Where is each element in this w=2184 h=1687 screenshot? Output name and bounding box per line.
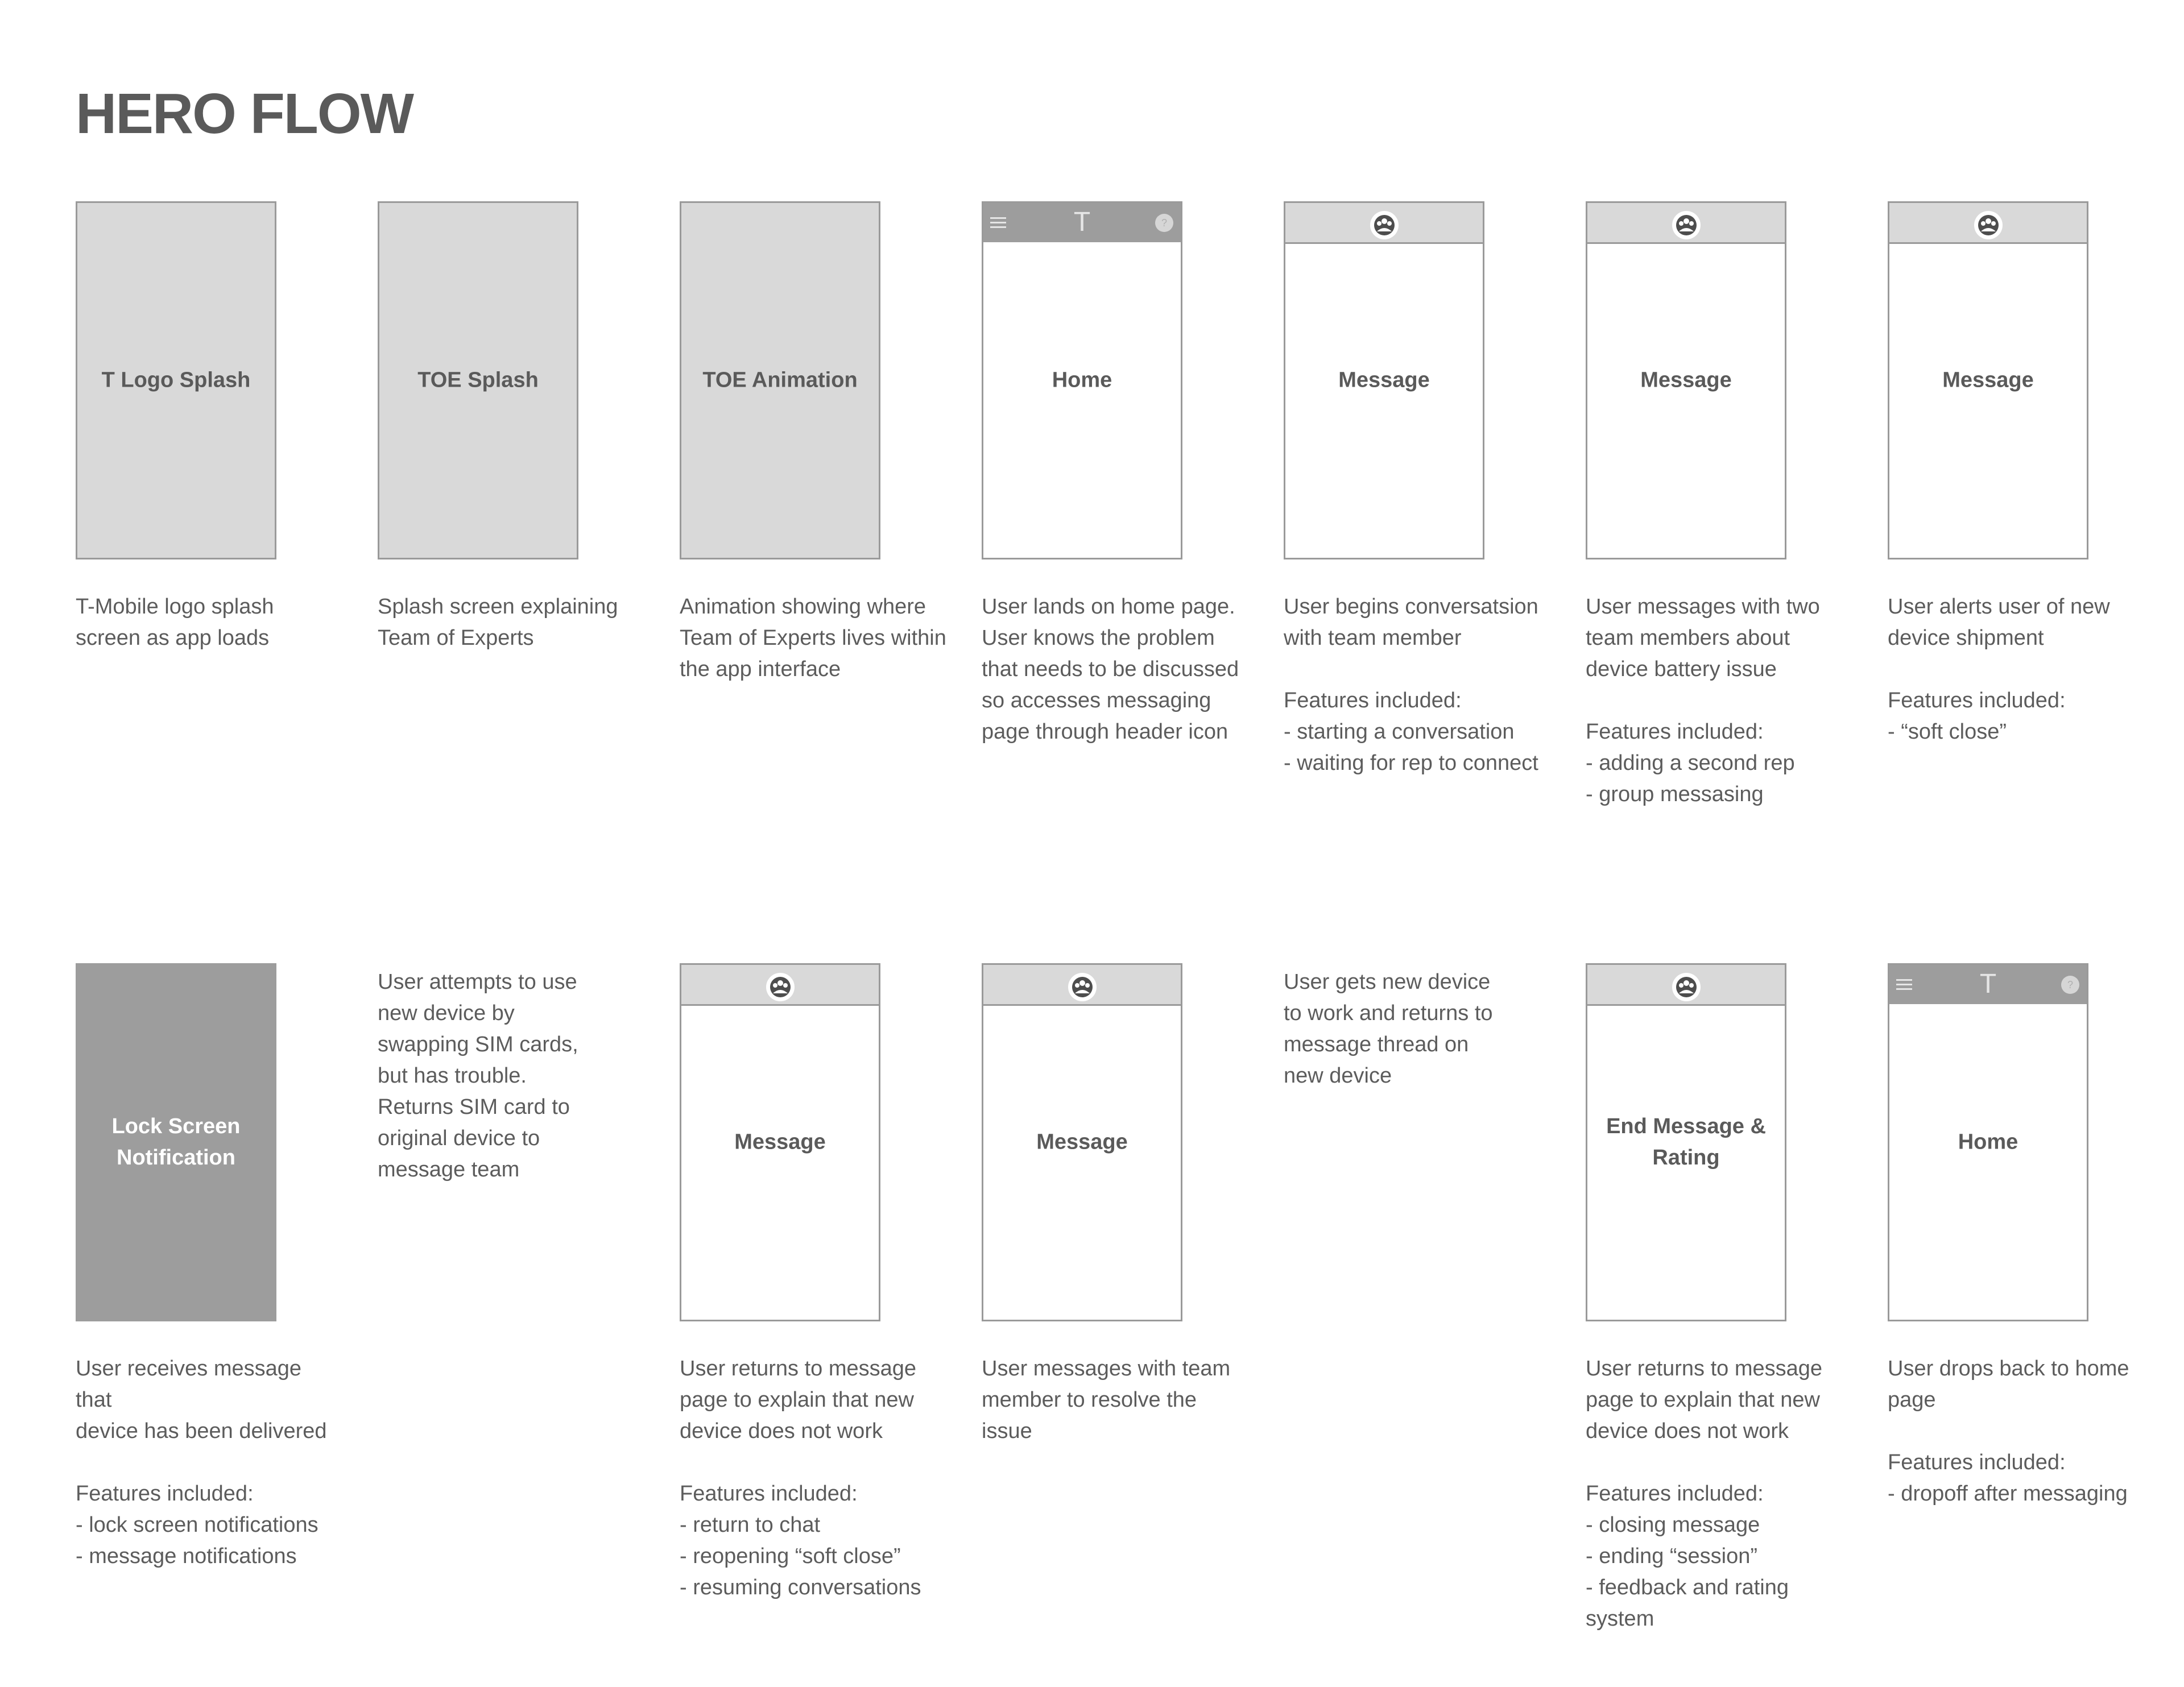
desc-line: Features included: (1888, 1450, 2066, 1474)
desc-line: new device by (378, 1001, 515, 1025)
screen-description (76, 1353, 343, 1572)
desc-line: Splash screen explaining (378, 595, 618, 619)
desc-line: - dropoff after messaging (1888, 1482, 2128, 1506)
desc-line: Animation showing where (680, 595, 926, 619)
screen-label: Message (1640, 368, 1732, 392)
screen-message (1888, 201, 2088, 559)
desc-line: that needs to be discussed (982, 657, 1239, 681)
screen-description (1888, 1353, 2155, 1510)
team-icon (1369, 210, 1400, 241)
desc-line: so accesses messaging (982, 689, 1211, 712)
desc-line: User returns to message (1586, 1357, 1823, 1381)
desc-line: User begins conversatsion (1284, 595, 1538, 619)
message-header (681, 965, 879, 1006)
screen-home (1888, 963, 2088, 1321)
desc-line: Features included: (1586, 720, 1764, 744)
desc-line: to work and returns to (1284, 1001, 1493, 1025)
desc-line: - feedback and rating (1586, 1576, 1789, 1599)
desc-line: User attempts to use (378, 970, 577, 994)
help-icon (2061, 975, 2080, 994)
message-header (983, 965, 1181, 1006)
team-icon (1067, 972, 1098, 1002)
menu-icon (1896, 979, 1912, 991)
desc-line: swapping SIM cards, (378, 1033, 578, 1056)
desc-line: device shipment (1888, 626, 2044, 650)
desc-line: but has trouble. (378, 1064, 527, 1088)
desc-line: Features included: (1284, 689, 1462, 712)
screen-toe-splash (378, 201, 578, 559)
screen-description (1586, 1353, 1853, 1635)
desc-line: User messages with team (982, 1357, 1231, 1381)
message-header (1587, 965, 1785, 1006)
page-title: HERO FLOW (76, 82, 413, 146)
desc-line: - lock screen notifications (76, 1513, 318, 1537)
menu-icon (990, 217, 1006, 229)
desc-line: - ending “session” (1586, 1544, 1758, 1568)
screen-label: T Logo Splash (101, 368, 251, 392)
desc-line: device does not work (1586, 1419, 1789, 1443)
desc-line: - message notifications (76, 1544, 297, 1568)
team-icon (1671, 972, 1702, 1002)
t-logo-icon: T (1979, 969, 1997, 999)
desc-gap (1888, 654, 2155, 685)
step-description (1284, 967, 1551, 1092)
screen-toe-animation (680, 201, 880, 559)
home-header (1889, 965, 2087, 1004)
screen-description (378, 591, 645, 654)
help-icon (1155, 213, 1174, 233)
desc-line: Features included: (1888, 689, 2066, 712)
desc-line: - closing message (1586, 1513, 1760, 1537)
step-description (378, 967, 645, 1186)
desc-line: User drops back to home (1888, 1357, 2129, 1381)
desc-line: - starting a conversation (1284, 720, 1515, 744)
desc-line: User lands on home page. (982, 595, 1235, 619)
screen-label: Message (1338, 368, 1430, 392)
desc-line: T-Mobile logo splash (76, 595, 274, 619)
screen-description (1586, 591, 1853, 810)
screen-label: Message (1942, 368, 2034, 392)
screen-label: TOE Splash (417, 368, 539, 392)
message-header (1285, 203, 1483, 244)
screen-end-message-rating (1586, 963, 1786, 1321)
desc-line: User messages with two (1586, 595, 1820, 619)
desc-gap (1888, 1416, 2155, 1447)
screen-message (680, 963, 880, 1321)
desc-line: - adding a second rep (1586, 751, 1795, 775)
desc-line: User knows the problem (982, 626, 1215, 650)
screen-label: TOE Animation (702, 368, 858, 392)
desc-gap (1586, 685, 1853, 716)
desc-line: Returns SIM card to (378, 1095, 570, 1119)
desc-line: - group messasing (1586, 782, 1764, 806)
desc-line: with team member (1284, 626, 1462, 650)
desc-gap (1586, 1447, 1853, 1478)
desc-line: message thread on (1284, 1033, 1469, 1056)
screen-lock-screen-notification (76, 963, 276, 1321)
team-icon (1973, 210, 2004, 241)
screen-description (982, 1353, 1249, 1447)
message-header (1587, 203, 1785, 244)
desc-line: - resuming conversations (680, 1576, 921, 1599)
desc-line: Team of Experts (378, 626, 534, 650)
desc-line: new device (1284, 1064, 1392, 1088)
screen-label: Home (1052, 368, 1112, 392)
desc-gap (76, 1447, 343, 1478)
desc-line: - reopening “soft close” (680, 1544, 901, 1568)
desc-line: page through header icon (982, 720, 1228, 744)
desc-line: system (1586, 1607, 1654, 1631)
screen-t-logo-splash (76, 201, 276, 559)
screen-home (982, 201, 1182, 559)
desc-line: screen as app loads (76, 626, 270, 650)
screen-message (1284, 201, 1484, 559)
t-logo-icon: T (1073, 207, 1091, 237)
team-icon (765, 972, 796, 1002)
message-header (1889, 203, 2087, 244)
screen-description (680, 1353, 947, 1603)
screen-label: Lock Screen Notification (111, 1114, 241, 1170)
desc-line: device does not work (680, 1419, 883, 1443)
desc-gap (680, 1447, 947, 1478)
desc-line: User gets new device (1284, 970, 1491, 994)
screen-description (680, 591, 947, 685)
screen-label: Home (1958, 1130, 2018, 1154)
screen-label: End Message & Rating (1606, 1114, 1766, 1170)
desc-line: message team (378, 1158, 520, 1182)
home-header (983, 203, 1181, 242)
desc-line: original device to (378, 1126, 540, 1150)
desc-line: Team of Experts lives within (680, 626, 946, 650)
desc-line: User alerts user of new (1888, 595, 2110, 619)
desc-line: page to explain that new (1586, 1388, 1820, 1412)
desc-line: team members about (1586, 626, 1790, 650)
desc-line: User returns to message (680, 1357, 917, 1381)
screen-label: Message (1036, 1130, 1128, 1154)
desc-line: - “soft close” (1888, 720, 2007, 744)
desc-gap (1284, 654, 1551, 685)
screen-message (982, 963, 1182, 1321)
desc-line: Features included: (680, 1482, 858, 1506)
desc-line: the app interface (680, 657, 841, 681)
desc-line: device has been delivered (76, 1419, 327, 1443)
screen-description (76, 591, 343, 654)
desc-line: - waiting for rep to connect (1284, 751, 1538, 775)
desc-line: page to explain that new (680, 1388, 914, 1412)
screen-message (1586, 201, 1786, 559)
screen-description (1284, 591, 1551, 779)
desc-line: Features included: (76, 1482, 254, 1506)
desc-line: Features included: (1586, 1482, 1764, 1506)
screen-description (1888, 591, 2155, 748)
screen-description (982, 591, 1249, 748)
desc-line: member to resolve the (982, 1388, 1197, 1412)
team-icon (1671, 210, 1702, 241)
desc-line: User receives message that (76, 1357, 302, 1412)
svg-text:?: ? (1161, 217, 1168, 229)
desc-line: - return to chat (680, 1513, 821, 1537)
desc-line: device battery issue (1586, 657, 1777, 681)
desc-line: page (1888, 1388, 1936, 1412)
screen-label: Message (734, 1130, 826, 1154)
svg-text:?: ? (2067, 979, 2074, 990)
desc-line: issue (982, 1419, 1032, 1443)
